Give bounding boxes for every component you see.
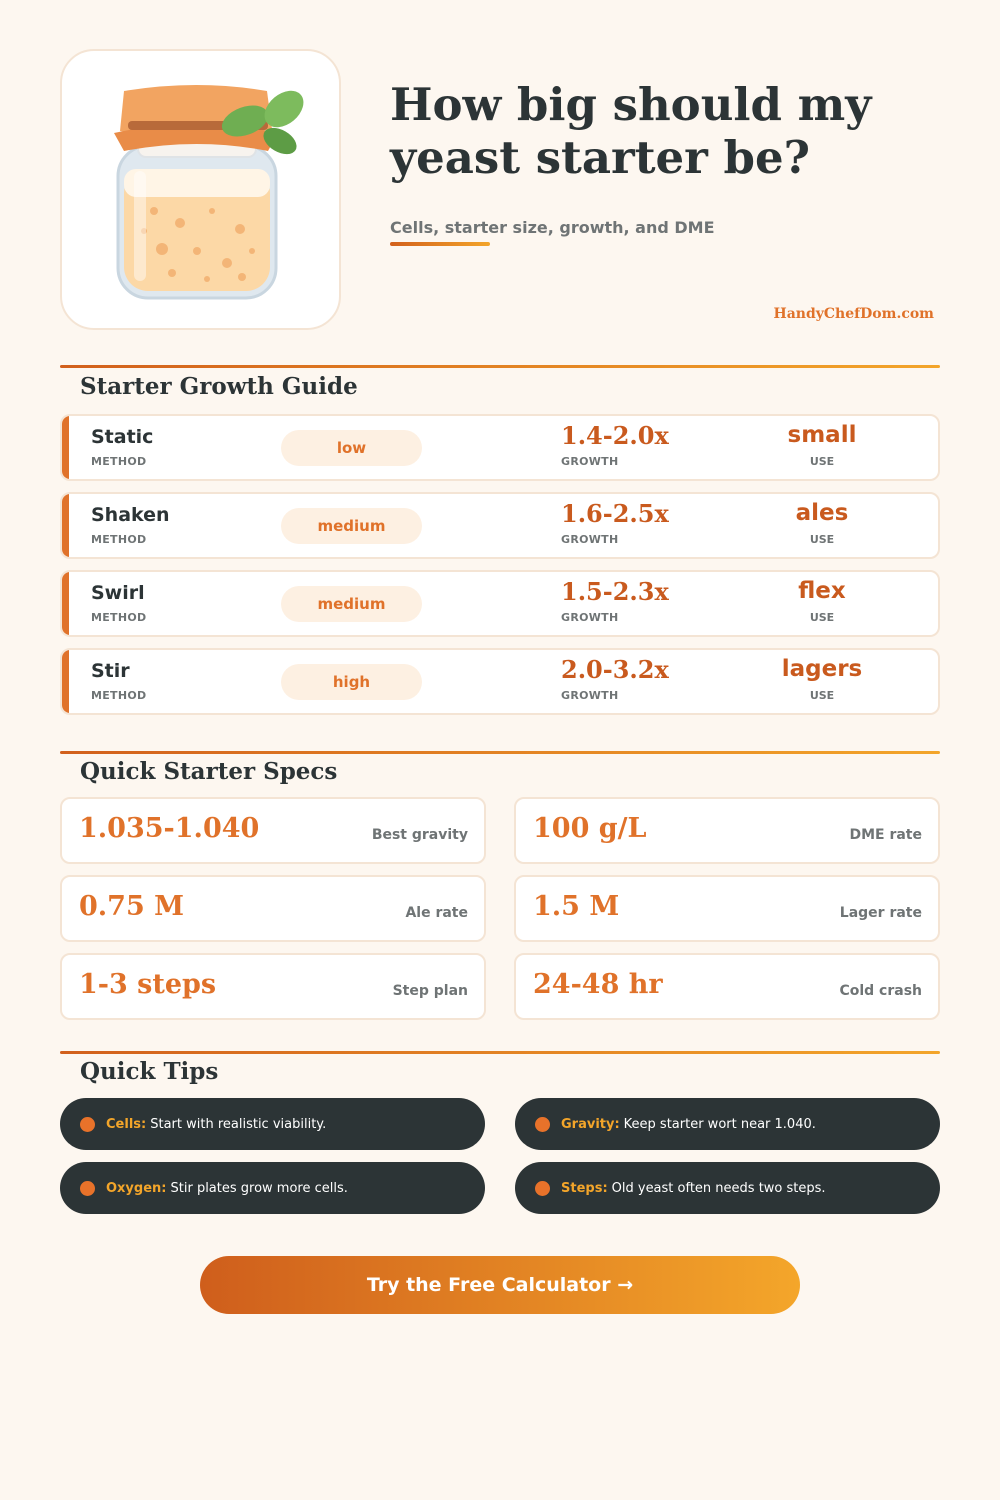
bullet-dot-icon — [535, 1117, 550, 1132]
specs-title: Quick Starter Specs — [80, 758, 338, 785]
spec-label: Step plan — [392, 983, 468, 999]
method-label: METHOD — [91, 611, 147, 624]
tip-text: Stir plates grow more cells. — [170, 1180, 348, 1196]
tip-steps — [515, 1162, 940, 1214]
method-name: Shaken — [91, 504, 170, 526]
level-pill: medium — [281, 586, 422, 622]
guide-row-shaken — [60, 492, 940, 559]
row-accent — [62, 494, 69, 557]
growth-value: 1.6-2.5x — [561, 499, 669, 528]
spec-value: 1.035-1.040 — [79, 813, 260, 844]
growth-value: 1.4-2.0x — [561, 421, 669, 450]
page-title: How big should my yeast starter be? — [390, 78, 872, 184]
guide-row-stir — [60, 648, 940, 715]
row-accent — [62, 416, 69, 479]
level-pill: medium — [281, 508, 422, 544]
spec-card-cold-crash — [514, 953, 940, 1020]
tip-oxygen — [60, 1162, 485, 1214]
growth-label: GROWTH — [561, 689, 619, 702]
tip-text: Start with realistic viability. — [150, 1116, 327, 1132]
bullet-dot-icon — [535, 1181, 550, 1196]
subtitle-underline — [390, 242, 490, 246]
use-value: flex — [798, 578, 846, 604]
method-label: METHOD — [91, 689, 147, 702]
spec-value: 1-3 steps — [79, 969, 217, 1000]
use-label: USE — [809, 689, 835, 702]
free-calculator-button[interactable]: Try the Free Calculator → — [200, 1256, 800, 1314]
tip-key: Oxygen: — [106, 1180, 167, 1196]
spec-value: 24-48 hr — [533, 969, 663, 1000]
brand-link[interactable]: HandyChefDom.com — [773, 306, 934, 322]
growth-label: GROWTH — [561, 533, 619, 546]
method-label: METHOD — [91, 455, 147, 468]
yeast-jar-icon — [62, 51, 343, 332]
tip-text: Keep starter wort near 1.040. — [623, 1116, 816, 1132]
tip-text: Old yeast often needs two steps. — [611, 1180, 826, 1196]
growth-value: 1.5-2.3x — [561, 577, 669, 606]
use-value: small — [787, 422, 857, 448]
method-name: Static — [91, 426, 154, 448]
spec-card-best-gravity — [60, 797, 486, 864]
row-accent — [62, 650, 69, 713]
use-label: USE — [809, 533, 835, 546]
row-accent — [62, 572, 69, 635]
level-pill: low — [281, 430, 422, 466]
guide-row-static — [60, 414, 940, 481]
section-divider — [60, 751, 940, 754]
spec-label: Best gravity — [371, 827, 468, 843]
section-divider — [60, 365, 940, 368]
spec-label: DME rate — [849, 827, 922, 843]
level-pill: high — [281, 664, 422, 700]
spec-label: Lager rate — [839, 905, 922, 921]
tip-key: Steps: — [561, 1180, 608, 1196]
spec-value: 0.75 M — [79, 891, 185, 922]
hero-illustration-card — [60, 49, 341, 330]
use-label: USE — [809, 455, 835, 468]
use-value: lagers — [781, 656, 863, 682]
tip-key: Cells: — [106, 1116, 147, 1132]
growth-guide-title: Starter Growth Guide — [80, 373, 358, 400]
bullet-dot-icon — [80, 1181, 95, 1196]
spec-card-step-plan — [60, 953, 486, 1020]
section-divider — [60, 1051, 940, 1054]
use-label: USE — [809, 611, 835, 624]
tip-gravity — [515, 1098, 940, 1150]
tip-key: Gravity: — [561, 1116, 620, 1132]
use-value: ales — [795, 500, 849, 526]
bullet-dot-icon — [80, 1117, 95, 1132]
page-subtitle: Cells, starter size, growth, and DME — [390, 218, 715, 237]
method-label: METHOD — [91, 533, 147, 546]
spec-card-ale-rate — [60, 875, 486, 942]
spec-value: 100 g/L — [533, 813, 647, 844]
spec-card-dme-rate — [514, 797, 940, 864]
tip-cells — [60, 1098, 485, 1150]
growth-label: GROWTH — [561, 455, 619, 468]
spec-label: Cold crash — [839, 983, 922, 999]
tips-title: Quick Tips — [80, 1058, 219, 1085]
spec-card-lager-rate — [514, 875, 940, 942]
spec-value: 1.5 M — [533, 891, 620, 922]
method-name: Swirl — [91, 582, 145, 604]
spec-label: Ale rate — [405, 905, 468, 921]
guide-row-swirl — [60, 570, 940, 637]
growth-label: GROWTH — [561, 611, 619, 624]
growth-value: 2.0-3.2x — [561, 655, 669, 684]
method-name: Stir — [91, 660, 130, 682]
